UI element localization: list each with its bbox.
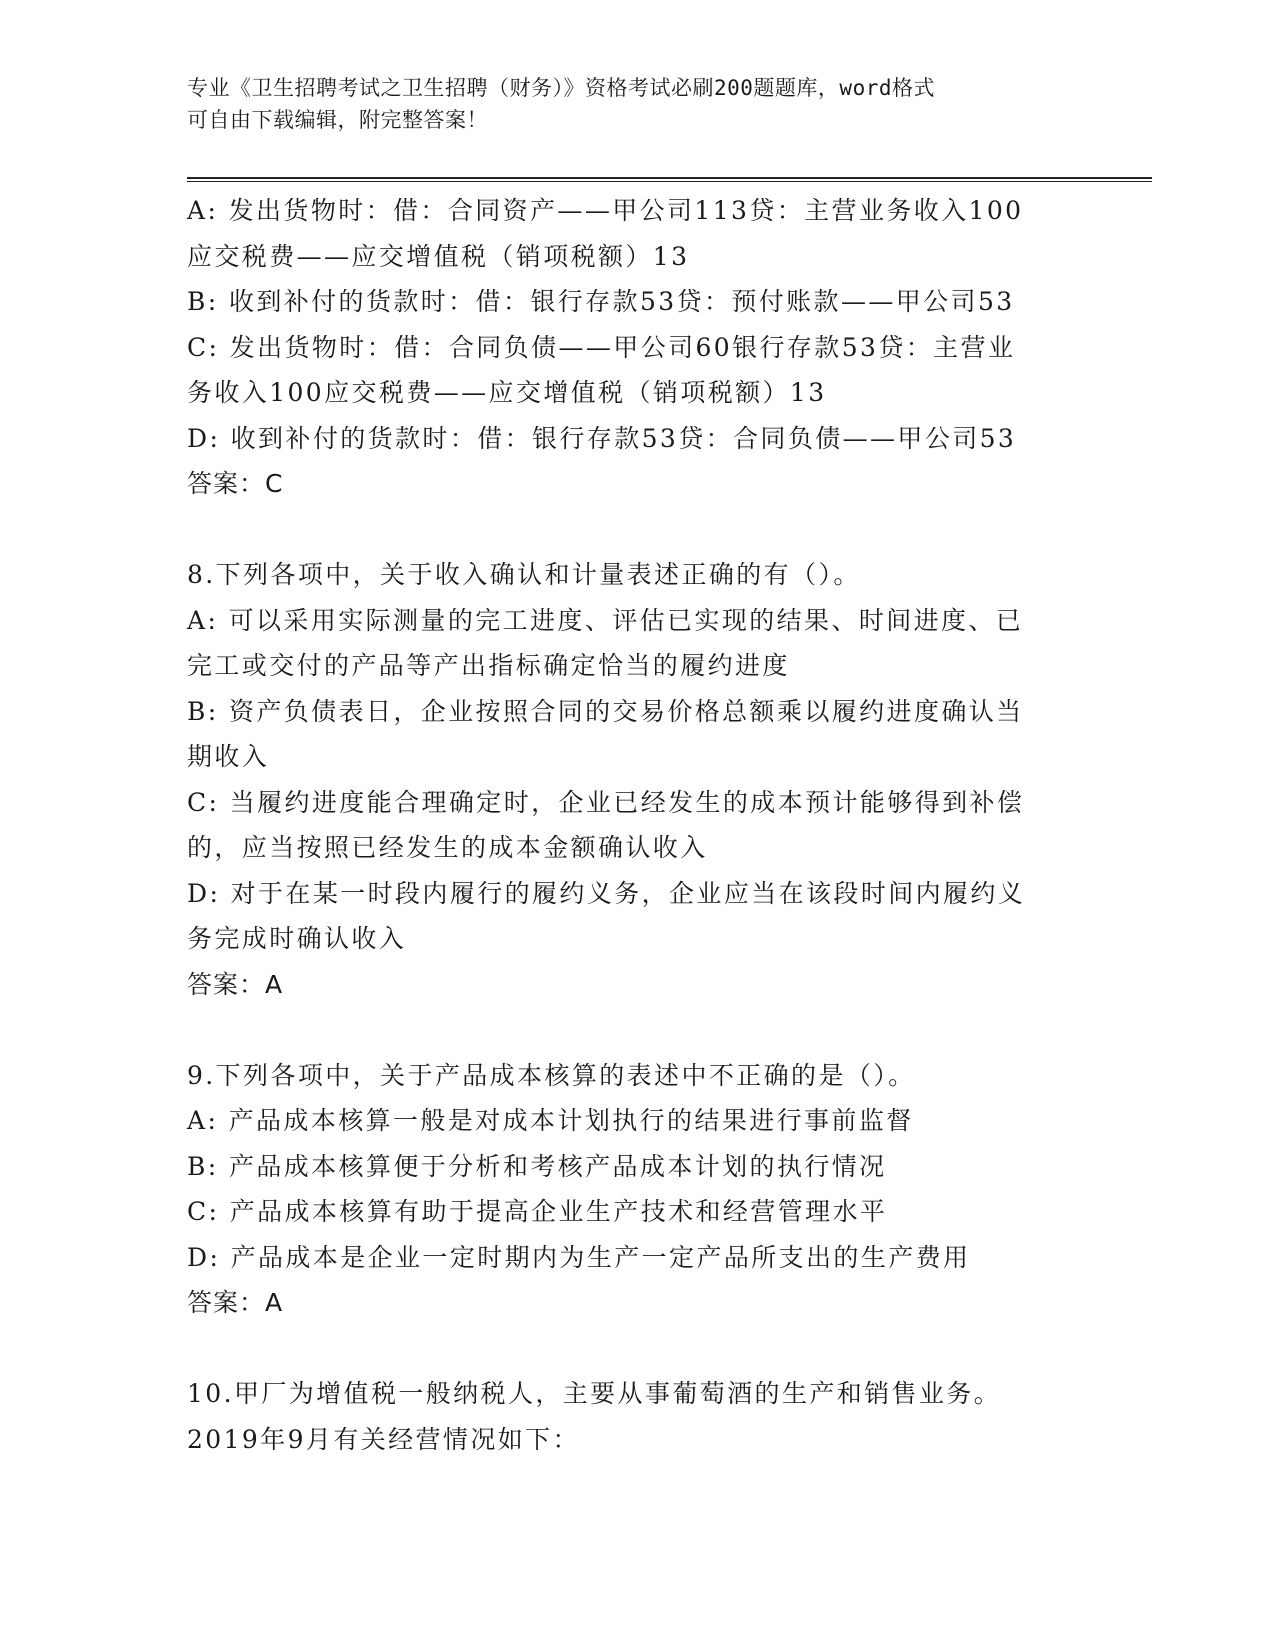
answer-label: 答案：A [187, 1288, 284, 1317]
option-a-line-2: 应交税费——应交增值税（销项税额）13 [187, 241, 690, 271]
option-c-line-2: 的，应当按照已经发生的成本金额确认收入 [187, 833, 708, 862]
question-text: 8.下列各项中，关于收入确认和计量表述正确的有（）。 [187, 560, 861, 589]
option-c: C: 产品成本核算有助于提高企业生产技术和经营管理水平 [187, 1197, 888, 1226]
answer-label: 答案：A [187, 969, 284, 999]
option-c-line-1: C: 当履约进度能合理确定时，企业已经发生的成本预计能够得到补偿 [187, 787, 1025, 817]
option-b: B: 产品成本核算便于分析和考核产品成本计划的执行情况 [187, 1151, 887, 1181]
option-d-line-2: 务完成时确认收入 [187, 924, 407, 953]
option-a: A: 产品成本核算一般是对成本计划执行的结果进行事前监督 [187, 1106, 914, 1135]
answer-label: 答案：C [187, 469, 284, 498]
option-d: D: 收到补付的货款时：借：银行存款53贷：合同负债——甲公司53 [187, 423, 1017, 453]
option-b: B: 收到补付的货款时：借：银行存款53贷：预付账款——甲公司53 [187, 287, 1015, 316]
option-b-line-1: B: 资产负债表日，企业按照合同的交易价格总额乘以履约进度确认当 [187, 696, 1024, 726]
option-d: D: 产品成本是企业一定时期内为生产一定产品所支出的生产费用 [187, 1242, 971, 1272]
header-divider [187, 177, 1152, 182]
option-a-line-2: 完工或交付的产品等产出指标确定恰当的履约进度 [187, 651, 790, 680]
document-body [187, 188, 1087, 1462]
header-title-line-1: 专业《卫生招聘考试之卫生招聘（财务）》资格考试必刷200题题库，word格式 [187, 76, 935, 100]
option-d-line-1: D: 对于在某一时段内履行的履约义务，企业应当在该段时间内履约义 [187, 878, 1026, 908]
spacer [187, 507, 1087, 553]
question-text: 9.下列各项中，关于产品成本核算的表述中不正确的是（）。 [187, 1060, 916, 1090]
option-a-line-1: A: 可以采用实际测量的完工进度、评估已实现的结果、时间进度、已 [187, 605, 1024, 635]
option-a-line-1: A: 发出货物时：借：合同资产——甲公司113贷：主营业务收入100 [187, 196, 1024, 225]
question-8 [187, 552, 1087, 1007]
option-b-line-2: 期收入 [187, 742, 270, 771]
question-10 [187, 1371, 1087, 1462]
question-7-options [187, 188, 1087, 507]
spacer [187, 1326, 1087, 1372]
document-header [187, 72, 1067, 136]
question-text-line-1: 10.甲厂为增值税一般纳税人，主要从事葡萄酒的生产和销售业务。 [187, 1379, 1002, 1408]
header-title-line-2: 可自由下载编辑，附完整答案！ [187, 108, 488, 132]
option-c-line-2: 务收入100应交税费——应交增值税（销项税额）13 [187, 378, 827, 407]
question-text-line-2: 2019年9月有关经营情况如下： [187, 1424, 580, 1454]
question-9 [187, 1053, 1087, 1326]
spacer [187, 1007, 1087, 1053]
option-c-line-1: C: 发出货物时：借：合同负债——甲公司60银行存款53贷：主营业 [187, 332, 1016, 362]
